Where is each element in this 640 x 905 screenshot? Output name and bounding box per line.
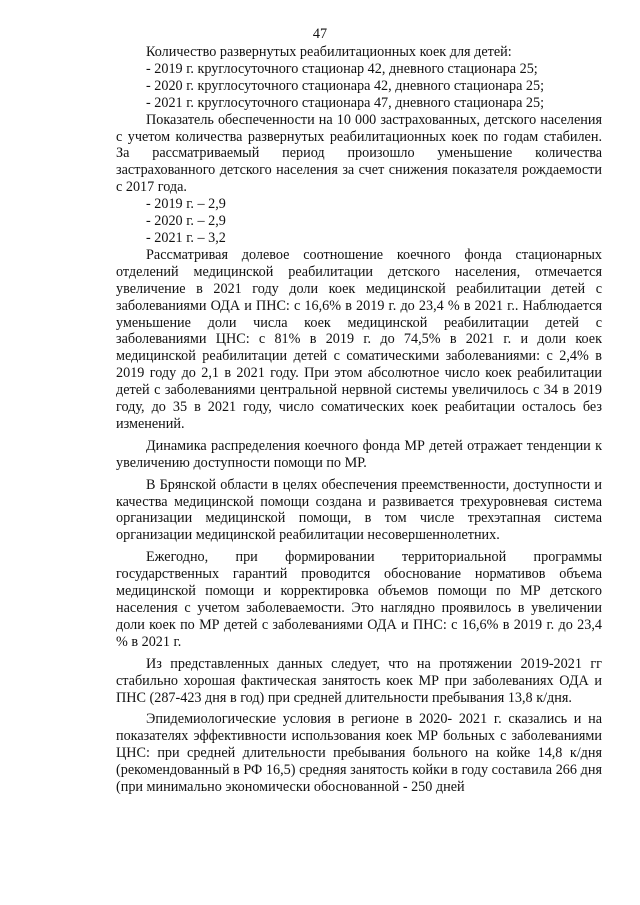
- page-number: 47: [312, 26, 328, 42]
- paragraph-epidemiology: Эпидемиологические условия в регионе в 2020- 2021 г. сказались и на показателях эффективности использования коек МР больных с заболеваниями ЦНС: при средней длительности пребывания больного на койке 14,8 к/дня (рекомендованный в РФ 16,5) средняя занятость койки в году составила 266 дня (при минимально экономически обоснованной - 250 дней: [116, 711, 602, 796]
- intro-line-2021: - 2021 г. круглосуточного стационара 47, дневного стационара 25;: [146, 94, 545, 111]
- document-body: [116, 44, 602, 796]
- intro-line-title: Количество развернутых реабилитационных коек для детей:: [146, 44, 512, 60]
- paragraph-provision-indicator: Показатель обеспеченности на 10 000 застрахованных, детского населения с учетом количества развернутых реабилитационных коек по годам стабилен. За рассматриваемый период произошло уменьшение количества застрахованного детского населения за счет снижения показателя рождаемости с 2017 года.: [116, 111, 602, 196]
- paragraph-annual-program: Ежегодно, при формировании территориальной программы государственных гарантий проводится обоснование нормативов объема медицинской помощи и корректировка объемов помощи по МР детского населения с учетом заболеваемости. Это наглядно проявилось в увеличении доли коек по МР детей с заболеваниями ОДА и ПНС: с 16,6% в 2019 г. до 23,4 % в 2021 г.: [116, 549, 602, 650]
- indicator-2021: - 2021 г. – 3,2: [146, 229, 226, 246]
- paragraph-occupancy: Из представленных данных следует, что на протяжении 2019-2021 гг стабильно хорошая фактическая занятость коек МР при заболеваниях ОДА и ПНС (287-423 дня в год) при средней длительности пребывания 13,8 к/дня.: [116, 655, 602, 706]
- paragraph-bed-share: Рассматривая долевое соотношение коечного фонда стационарных отделений медицинской реабилитации детского населения, отмечается увеличение в 2021 году доли коек медицинской реабилитации детей с заболеваниями ОДА и ПНС: с 16,6% в 2019 г. до 23,4 % в 2021 г.. Наблюдается уменьшение доли числа коек медицинской реабилитации детей с заболеваниями ЦНС: с 81% в 2019 г. до 74,5% в 2021 г. и доли коек медицинской реабилитации детей с соматическими заболеваниями: с 2,4% в 2019 году до 2,1 в 2021 году. При этом абсолютное число коек реабилитации детей с заболеваниями центральной нервной системы увеличилось с 34 в 2019 году, до 35 в 2021 году, число соматических коек реабитации осталось без изменений.: [116, 246, 602, 432]
- intro-line-2019: - 2019 г. круглосуточного стационар 42, дневного стационара 25;: [146, 60, 538, 77]
- intro-line-2020: - 2020 г. круглосуточного стационара 42, дневного стационара 25;: [146, 77, 545, 94]
- indicator-2020: - 2020 г. – 2,9: [146, 213, 226, 230]
- paragraph-bryansk-region: В Брянской области в целях обеспечения преемственности, доступности и качества медицинской помощи создана и развивается трехуровневая система организации медицинской помощи, в том числе трехэтапная система организации медицинской реабилитации несовершеннолетних.: [116, 476, 602, 544]
- paragraph-dynamics: Динамика распределения коечного фонда МР детей отражает тенденции к увеличению доступности помощи по МР.: [116, 437, 602, 471]
- indicator-2019: - 2019 г. – 2,9: [146, 196, 226, 213]
